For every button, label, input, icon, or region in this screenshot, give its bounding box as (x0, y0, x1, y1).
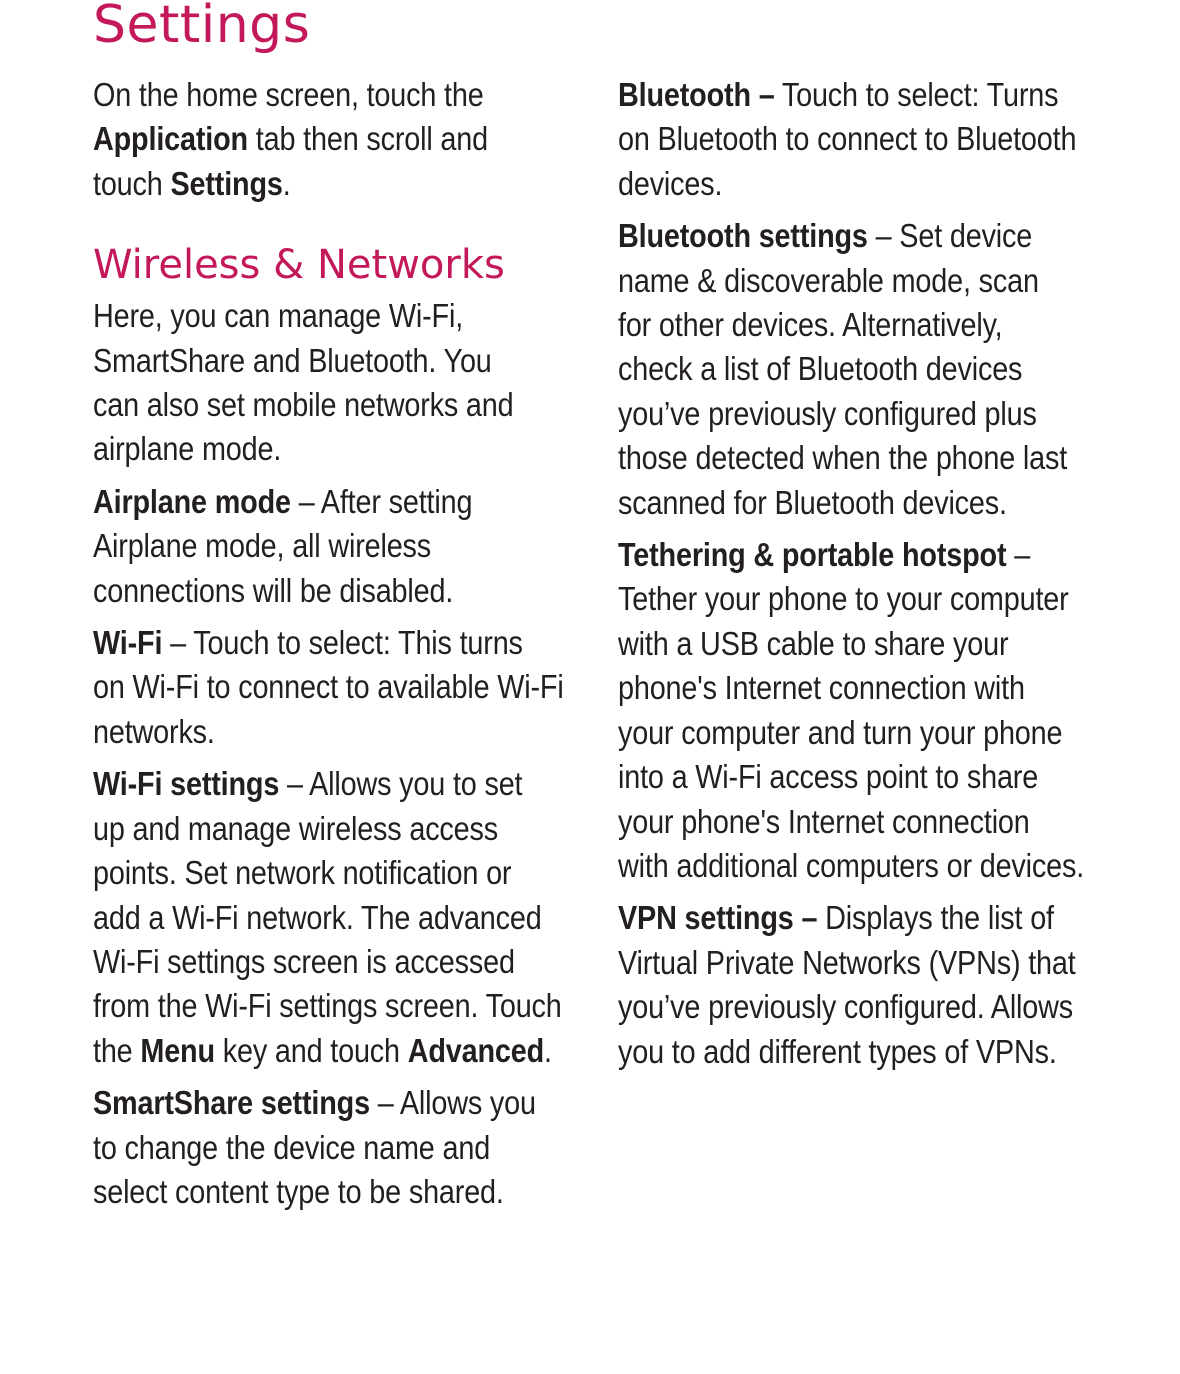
menu-key-term: Menu (140, 1032, 215, 1070)
wifi-settings-desc: key and touch (214, 1032, 408, 1070)
wifi-settings-term: Wi-Fi settings (93, 766, 280, 804)
wifi-term: Wi-Fi (93, 625, 163, 663)
smartshare-settings-term: SmartShare settings (93, 1085, 370, 1123)
airplane-mode-item (93, 481, 582, 614)
section-heading: Wireless & Networks (93, 242, 505, 289)
bluetooth-item (618, 74, 1117, 207)
wifi-settings-desc: – Allows you to set up and manage wireless access points. Set network notification or add a Wi-Fi network. The advanced Wi-Fi settings screen is accessed from the Wi-Fi settings screen. Touch the (93, 766, 562, 1070)
wifi-settings-desc: . (544, 1032, 552, 1070)
wifi-settings-item (93, 763, 582, 1074)
tethering-desc: – Tether your phone to your computer with a USB cable to share your phone's Internet connection with your computer and turn your phone into a Wi-Fi access point to share your phone's Internet connection with additional computers or devices. (618, 537, 1085, 885)
wifi-item (93, 622, 582, 755)
intro-text: On the home screen, touch the (93, 77, 484, 114)
smartshare-settings-desc: – Allows you to change the device name and select content type to be shared. (93, 1085, 536, 1211)
bluetooth-term: Bluetooth – (618, 77, 775, 114)
bluetooth-settings-desc: – Set device name & discoverable mode, scan for other devices. Alternatively, check a list of Bluetooth devices you’ve previously configured plus those detected when the phone last scanned for Bluetooth devices. (618, 218, 1068, 522)
tethering-item (618, 534, 1117, 889)
section-description: Here, you can manage Wi-Fi, SmartShare and Bluetooth. You can also set mobile networks and airplane mode. (93, 298, 514, 469)
bluetooth-settings-item (618, 215, 1117, 526)
intro-text: . (282, 165, 291, 203)
wifi-desc: – Touch to select: This turns on Wi-Fi to connect to available Wi-Fi networks. (93, 625, 564, 751)
application-term: Application (93, 121, 248, 159)
bluetooth-settings-term: Bluetooth settings (618, 218, 868, 256)
page-title: Settings (93, 0, 311, 55)
vpn-settings-term: VPN settings – (618, 900, 818, 938)
intro-paragraph (93, 74, 582, 207)
advanced-term: Advanced (407, 1032, 545, 1070)
left-column (93, 74, 583, 1223)
vpn-settings-item (618, 897, 1117, 1075)
vpn-settings-desc: Displays the list of Virtual Private Networks (VPNs) that you’ve previously configured. Allows you to add different types of VPNs. (618, 900, 1076, 1071)
tethering-term: Tethering & portable hotspot (618, 537, 1007, 575)
airplane-mode-term: Airplane mode (93, 483, 291, 521)
bluetooth-desc: Touch to select: Turns on Bluetooth to connect to Bluetooth devices. (618, 77, 1077, 203)
right-column (618, 74, 1118, 1083)
intro-text: tab then scroll and touch (93, 121, 488, 203)
smartshare-settings-item (93, 1082, 582, 1215)
airplane-mode-desc: – After setting Airplane mode, all wireless connections will be disabled. (93, 483, 473, 610)
settings-term: Settings (170, 165, 283, 203)
